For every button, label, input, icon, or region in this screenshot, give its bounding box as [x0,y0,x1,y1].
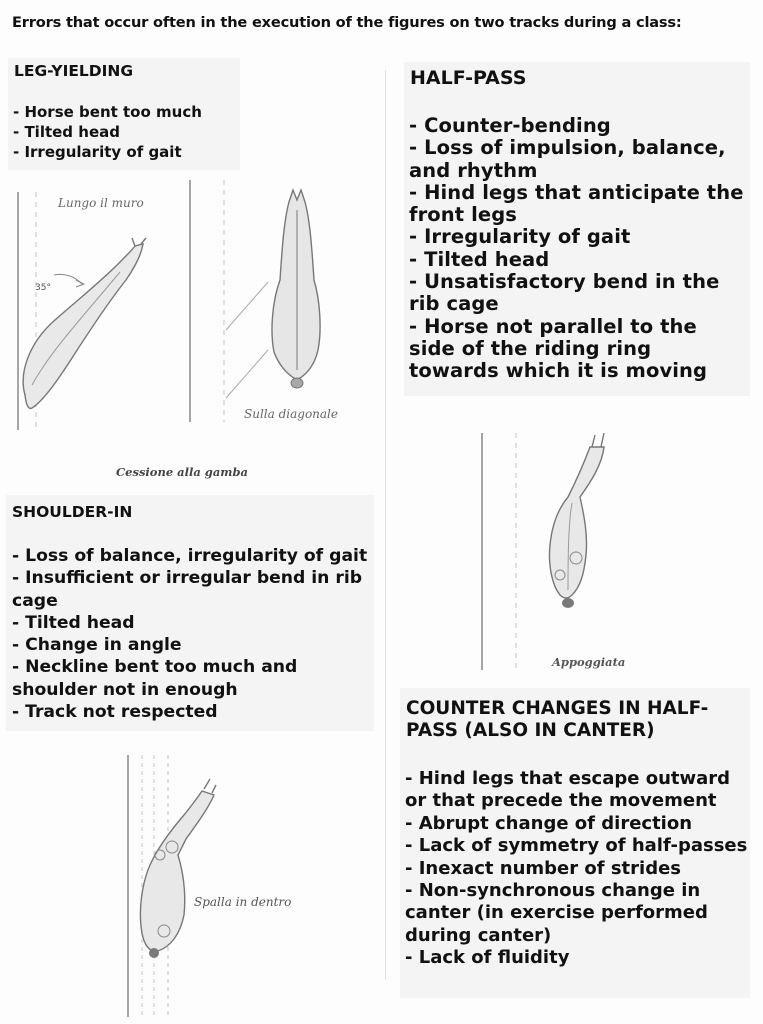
shoulder-in-title: SHOULDER-IN [12,503,133,521]
counter-changes-title-text: COUNTER CHANGES IN HALF-PASS (ALSO IN CANTER) [406,698,709,741]
half-pass-list [409,115,745,383]
list-item: - Hind legs that escape outward or that precede the movement [405,768,731,812]
leg-yielding-illustration [10,180,370,430]
column-divider [385,70,386,980]
page-title: Errors that occur often in the execution of the figures on two tracks during a class: [12,14,682,31]
list-item: - Non-synchronous change in canter (in exercise performed during canter) [405,880,708,946]
angle-caption: 35° [35,283,51,293]
list-item: - Tilted head [12,612,135,633]
list-item: - Horse not parallel to the side of the riding ring towards which it is moving [409,314,708,383]
counter-changes-title [406,698,751,742]
list-item: - Unsatisfactory bend in the rib cage [409,270,720,316]
list-item: - Loss of balance, irregularity of gait [12,546,368,566]
leg-yielding-figure-caption: Cessione alla gamba [116,465,248,479]
shoulder-in-figure-caption: Spalla in dentro [194,895,292,909]
list-item: - Counter-bending [409,114,611,137]
list-item: - Inexact number of strides [405,857,682,879]
list-item: - Lack of symmetry of half-passes [405,835,748,857]
diagonal-caption: Sulla diagonale [244,407,338,421]
list-item: - Hind legs that anticipate the front legs [409,180,744,227]
shoulder-in-list [12,545,377,723]
list-item: - Change in angle [12,635,182,656]
half-pass-figure-caption: Appoggiata [552,655,626,669]
list-item: - Loss of impulsion, balance, and rhythm [409,136,726,182]
leg-yielding-title: LEG-YIELDING [14,62,134,80]
list-item: - Irregularity of gait [13,143,182,161]
list-item: - Lack of fluidity [405,947,570,969]
shoulder-in-illustration [120,755,240,1020]
list-item: - Tilted head [409,247,550,271]
list-item: - Neckline bent too much and shoulder not in enough [12,657,298,700]
list-item: - Horse bent too much [13,103,202,121]
list-item: - Insufficient or irregular bend in rib cage [12,568,363,611]
leg-yielding-list [13,102,243,162]
list-item: - Track not respected [12,702,218,723]
list-item: - Irregularity of gait [409,225,631,249]
wall-caption: Lungo il muro [58,196,144,210]
list-item: - Abrupt change of direction [405,812,693,834]
half-pass-title: HALF-PASS [410,67,527,89]
half-pass-illustration [480,425,620,675]
counter-changes-list [405,768,750,970]
list-item: - Tilted head [13,123,120,141]
